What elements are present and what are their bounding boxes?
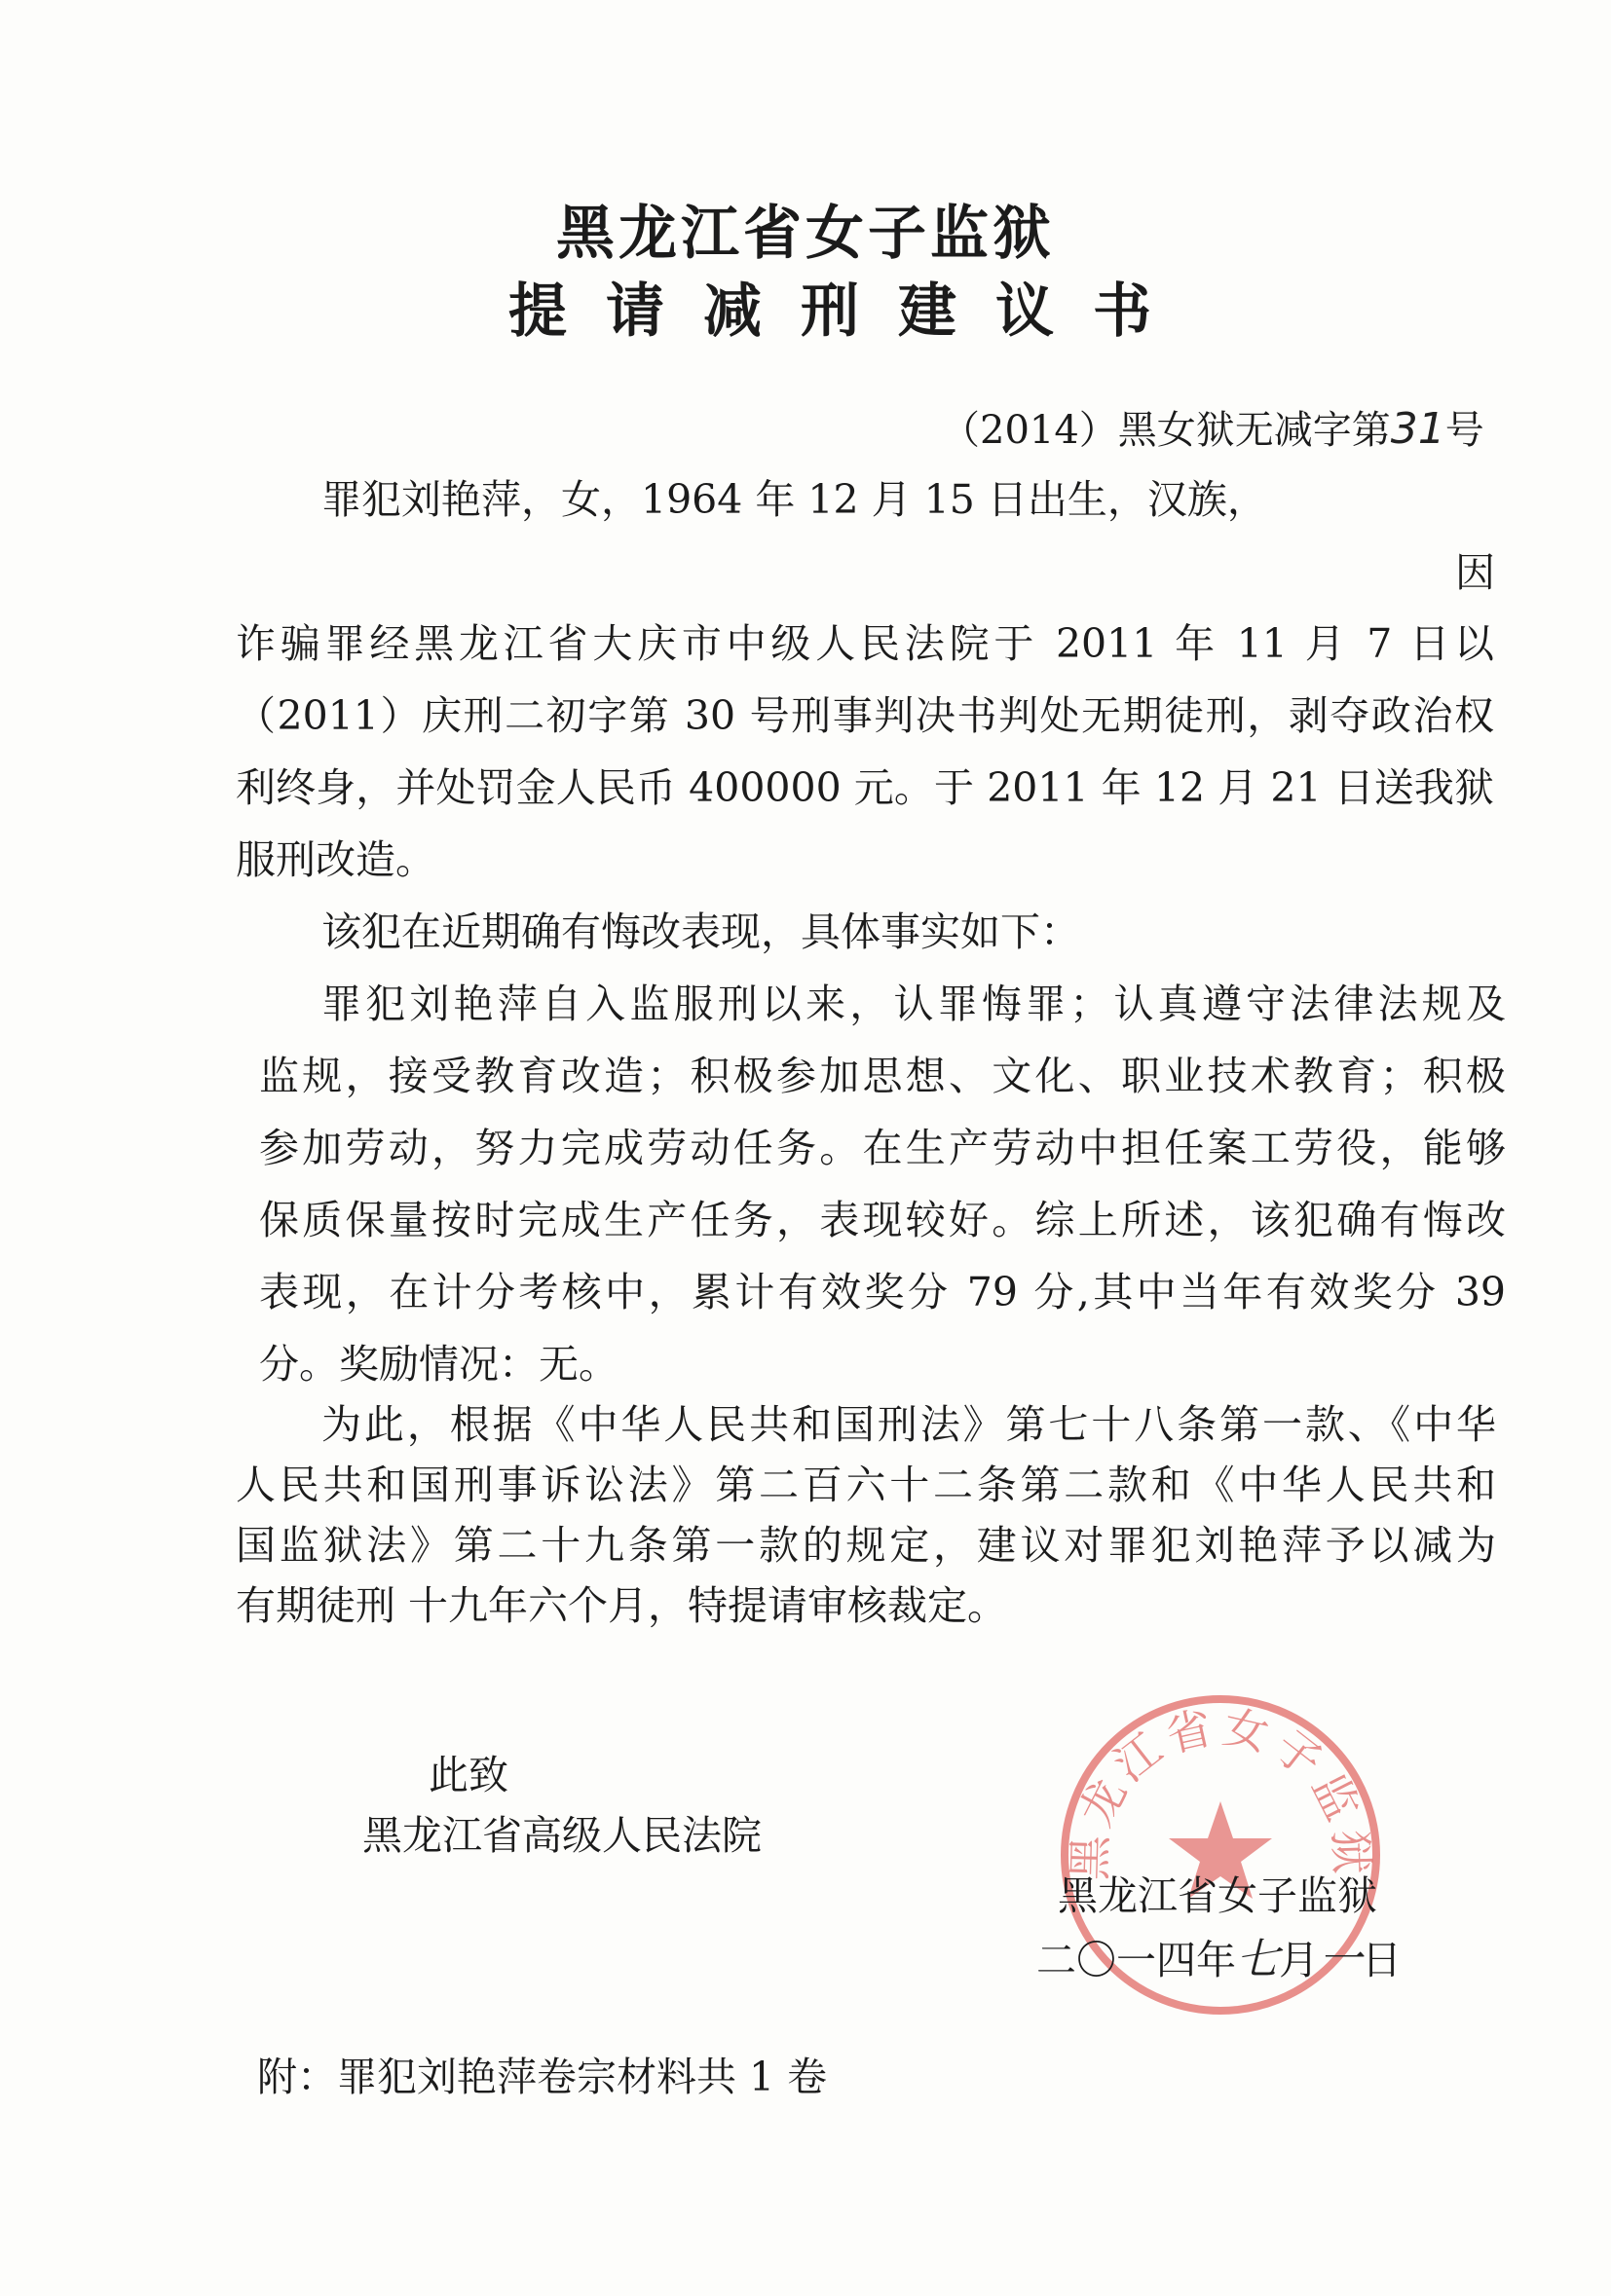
closing-salutation: 此致 bbox=[429, 1752, 508, 1798]
facts-intro: 该犯在近期确有悔改表现，具体事实如下： bbox=[321, 908, 1080, 955]
document-number-prefix: （2014）黑女狱无减字第 bbox=[941, 408, 1391, 453]
document-number-suffix: 号 bbox=[1444, 408, 1484, 453]
document-title-line1: 黑龙江省女子监狱 bbox=[556, 200, 1055, 268]
facts-line-4: 保质保量按时完成生产任务，表现较好。综上所述，该犯确有悔改 bbox=[259, 1197, 1506, 1243]
closing-signer: 黑龙江省女子监狱 bbox=[1058, 1872, 1377, 1919]
attachment-note: 附：罪犯刘艳萍卷宗材料共 1 卷 bbox=[257, 2054, 828, 2100]
intro-line-2: 因 bbox=[1455, 549, 1495, 596]
date-month-label: 月 bbox=[1279, 1937, 1319, 1983]
document-title-line2: 提请减刑建议书 bbox=[508, 278, 1190, 346]
facts-line-5: 表现，在计分考核中，累计有效奖分 79 分,其中当年有效奖分 39 bbox=[259, 1269, 1506, 1315]
date-month-handwritten: 七 bbox=[1236, 1935, 1279, 1984]
facts-line-3: 参加劳动，努力完成劳动任务。在生产劳动中担任案工劳役，能够 bbox=[259, 1125, 1506, 1171]
basis-line-2: 人民共和国刑事诉讼法》第二百六十二条第二款和《中华人民共和 bbox=[236, 1462, 1496, 1508]
date-year: 二〇一四年 bbox=[1036, 1937, 1236, 1983]
basis-line-4: 有期徒刑 十九年六个月，特提请审核裁定。 bbox=[236, 1582, 1008, 1629]
facts-line-1: 罪犯刘艳萍自入监服刑以来，认罪悔罪；认真遵守法律法规及 bbox=[321, 981, 1506, 1027]
document-number-handwritten: 31 bbox=[1390, 404, 1445, 454]
intro-line-3: 诈骗罪经黑龙江省大庆市中级人民法院于 2011 年 11 月 7 日以 bbox=[236, 620, 1494, 667]
basis-line-1: 为此，根据《中华人民共和国刑法》第七十八条第一款、《中华 bbox=[321, 1401, 1496, 1448]
intro-line-4: （2011）庆刑二初字第 30 号刑事判决书判处无期徒刑，剥夺政治权 bbox=[236, 692, 1494, 739]
facts-line-6: 分。奖励情况：无。 bbox=[259, 1341, 618, 1388]
document-number bbox=[941, 399, 1484, 455]
closing-recipient: 黑龙江省高级人民法院 bbox=[362, 1812, 762, 1859]
intro-line-1: 罪犯刘艳萍，女，1964 年 12 月 15 日出生，汉族， bbox=[321, 476, 1267, 523]
closing-date bbox=[1036, 1924, 1402, 1986]
intro-line-5: 利终身，并处罚金人民币 400000 元。于 2011 年 12 月 21 日送我狱 bbox=[236, 764, 1494, 811]
seal-text: 黑龙江省女子监狱 bbox=[1063, 1699, 1378, 1881]
facts-line-2: 监规，接受教育改造；积极参加思想、文化、职业技术教育；积极 bbox=[259, 1053, 1506, 1099]
date-day-label: 日 bbox=[1362, 1937, 1402, 1983]
basis-line-3: 国监狱法》第二十九条第一款的规定，建议对罪犯刘艳萍予以减为 bbox=[236, 1522, 1496, 1569]
date-day-handwritten: 一 bbox=[1319, 1935, 1362, 1984]
intro-line-6: 服刑改造。 bbox=[236, 836, 435, 883]
